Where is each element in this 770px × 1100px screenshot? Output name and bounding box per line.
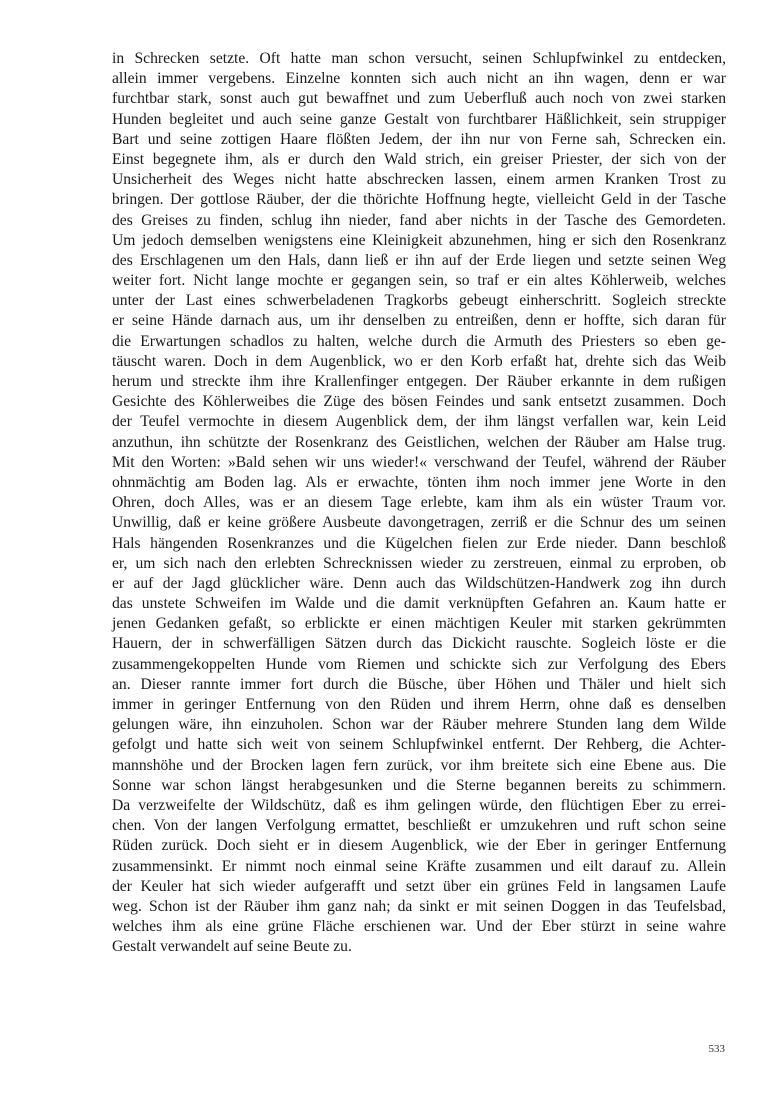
text-line: Gestalt verwandelt auf seine Beute zu. [112,938,352,956]
text-line: Um jedoch demselben wenigstens eine Kleinigkeit abzunehmen, hing er sich den Rosenkranz [112,231,726,249]
text-line: das unstete Schweifen im Walde und die damit verknüpften Gefahren an. Kaum hatte er [112,595,726,613]
text-line: immer in geringer Entfernung von den Rüden und ihrem Herrn, ohne daß es denselben [112,696,726,713]
text-line: in Schrecken setzte. Oft hatte man schon versucht, seinen Schlupfwinkel zu entdecken, [112,50,726,67]
text-line: Bart und seine zottigen Haare flößten Jedem, der ihn nur von Ferne sah, Schrecken ein. [112,130,726,148]
text-line: mannshöhe und der Brocken lagen fern zurück, vor ihm breitete sich eine Ebene aus. Die [112,756,726,774]
text-line: Hunden begleitet und auch seine ganze Gestalt von furchtbarer Häßlichkeit, sein struppiger [112,110,726,128]
text-line: weiter fort. Nicht lange mochte er gegangen sein, so traf er ein altes Köhlerweib, welches [112,272,726,290]
text-line: er auf der Jagd glücklicher wäre. Denn auch das Wildschützen-Handwerk zog ihn durch [112,574,726,592]
text-line: gefolgt und hatte sich weit von seinem Schlupfwinkel entfernt. Der Rehberg, die Achter- [112,736,726,754]
text-line: täuscht waren. Doch in dem Augenblick, wo er den Korb erfaßt hat, drehte sich das Weib [112,352,726,370]
text-line: welches ihm als eine grüne Fläche erschienen war. Und der Eber stürzt in seine wahre [112,918,726,936]
text-line: Da verzweifelte der Wildschütz, daß es ihm gelingen würde, den flüchtigen Eber zu errei- [112,796,726,814]
text-line: Unwillig, daß er keine größere Ausbeute davongetragen, zerriß er die Schnur des um seinen [112,514,726,532]
text-line: herum und streckte ihm ihre Krallenfinger entgegen. Der Räuber erkannte in dem rußigen [112,373,726,390]
text-line: jenen Gedanken gefaßt, so erblickte er einen mächtigen Keuler mit starken gekrümmten [112,615,726,633]
body-text [112,49,726,957]
text-line: der Keuler hat sich wieder aufgerafft und setzt über ein grünes Feld in langsamen Laufe [112,877,726,895]
text-line: unter der Last eines schwerbeladenen Tragkorbs gebeugt einherschritt. Sogleich streckte [112,292,726,310]
text-line: an. Dieser rannte immer fort durch die Büsche, über Höhen und Thäler und hielt sich [112,675,726,693]
text-line: Sonne war schon längst herabgesunken und die Sterne begannen bereits zu schimmern. [112,776,726,794]
text-line: der Teufel vermochte in diesem Augenblick dem, der ihm längst verfallen war, kein Leid [112,413,726,431]
text-line: zusammensinkt. Er nimmt noch einmal seine Kräfte zusammen und eilt darauf zu. Allein [112,857,726,875]
text-line: weg. Schon ist der Räuber ihm ganz nah; da sinkt er mit seinen Doggen in das Teufelsbad, [112,897,726,915]
page-number: 533 [708,1043,725,1055]
text-line: zusammengekoppelten Hunde vom Riemen und schickte sich zur Verfolgung des Ebers [112,655,726,673]
text-line: furchtbar stark, sonst auch gut bewaffnet und zum Ueberfluß auch noch von zwei starken [112,90,726,108]
text-line: bringen. Der gottlose Räuber, der die thörichte Hoffnung hegte, vielleicht Geld in der Tasche [112,191,726,209]
text-line: allein immer vergebens. Einzelne konnten sich auch nicht an ihn wagen, denn er war [112,70,726,88]
text-line: Unsicherheit des Weges nicht hatte abschrecken lassen, einem armen Kranken Trost zu [112,171,726,189]
text-line: anzuthun, ihn schützte der Rosenkranz des Geistlichen, welchen der Räuber am Halse trug. [112,433,726,451]
text-line: ohnmächtig am Boden lag. Als er erwachte, tönten ihm noch immer jene Worte in den [112,473,726,491]
text-line: Einst begegnete ihm, als er durch den Wald strich, ein greiser Priester, der sich von der [112,150,726,168]
text-line: gelungen wäre, ihn einzuholen. Schon war der Räuber mehrere Stunden lang dem Wilde [112,716,726,734]
text-line: er seine Hände darnach aus, um ihr denselben zu entreißen, denn er hoffte, sich daran für [112,312,726,330]
text-line: die Erwartungen schadlos zu halten, welche durch die Armuth des Priesters so eben ge- [112,332,726,350]
text-line: Hals hängenden Rosenkranzes und die Kügelchen fielen zur Erde nieder. Dann beschloß [112,534,726,552]
text-line: des Erschlagenen um den Hals, dann ließ er ihn auf der Erde liegen und setzte seinen Weg [112,251,726,269]
text-line: Ohren, doch Alles, was er an diesem Tage erlebte, kam ihm als ein wüster Traum vor. [112,494,726,512]
text-line: Rüden zurück. Doch sieht er in diesem Augenblick, wie der Eber in geringer Entfernung [112,837,726,855]
text-line: des Greises zu finden, schlug ihn nieder, fand aber nichts in der Tasche des Gemordeten. [112,211,726,229]
text-line: Gesichte des Köhlerweibes die Züge des bösen Feindes und sank entsetzt zusammen. Doch [112,393,726,411]
text-line: chen. Von der langen Verfolgung ermattet, beschließt er umzukehren und ruft schon seine [112,817,726,835]
text-line: Hauern, der in schwerfälligen Sätzen durch das Dickicht rauschte. Sogleich löste er die [112,635,726,653]
text-line: er, um sich nach den erlebten Schrecknissen wieder zu zerstreuen, einmal zu erproben, ob [112,554,726,572]
text-line: Mit den Worten: »Bald sehen wir uns wieder!« verschwand der Teufel, während der Räuber [112,453,726,471]
